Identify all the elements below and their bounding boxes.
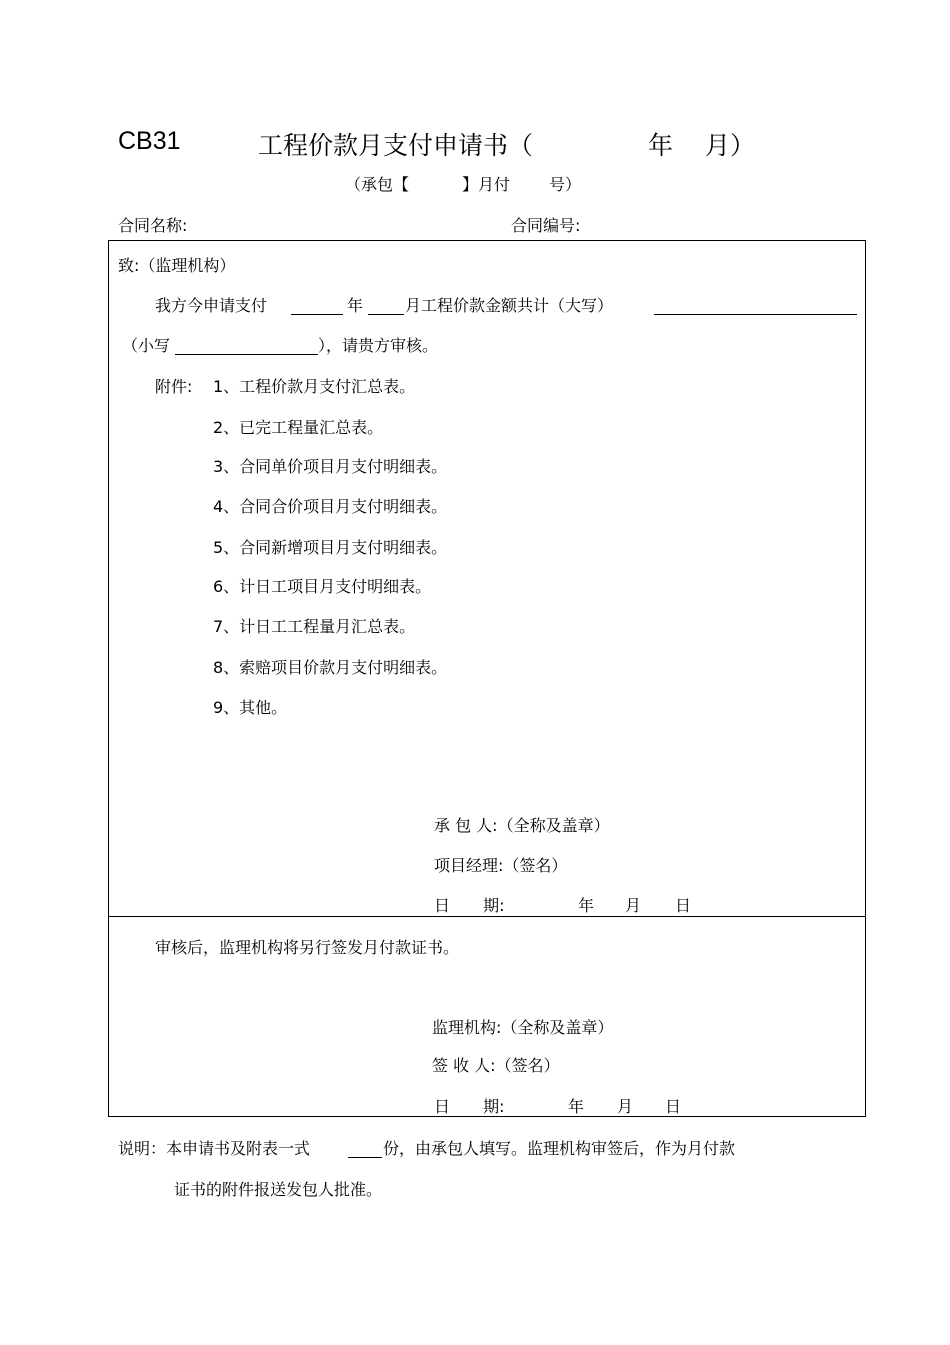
attachment-item: 5、合同新增项目月支付明细表。 [213, 538, 448, 557]
form-box [108, 240, 866, 1117]
attachment-item: 2、已完工程量汇总表。 [213, 418, 384, 437]
review-note: 审核后，监理机构将另行签发月付款证书。 [155, 938, 460, 957]
date-day-label: 日 [665, 1097, 682, 1116]
subtitle-mid: 】月付 [462, 175, 511, 194]
section-divider [108, 916, 866, 917]
footer-note-prefix: 说明：本申请书及附表一式 [118, 1139, 311, 1158]
amount-small-prefix: （小写 [122, 336, 171, 355]
contract-name-label: 合同名称: [118, 216, 188, 235]
amount-words-blank[interactable] [654, 296, 857, 315]
amount-figures-blank[interactable] [175, 336, 318, 355]
date-month-label: 月 [625, 896, 642, 915]
attachment-item: 9、其他。 [213, 698, 288, 717]
footer-note-line2: 证书的附件报送发包人批准。 [174, 1180, 383, 1199]
request-month-blank[interactable] [368, 296, 404, 315]
date-day-label: 日 [675, 896, 692, 915]
addressee-line: 致:（监理机构） [118, 256, 236, 275]
attachments-label: 附件: [155, 377, 193, 396]
attachment-item: 1、工程价款月支付汇总表。 [213, 377, 416, 396]
attachment-item: 8、索赔项目价款月支付明细表。 [213, 658, 448, 677]
subtitle-prefix: （承包【 [345, 175, 410, 194]
date-label: 日 期: [434, 1097, 505, 1116]
subtitle-suffix: 号） [549, 175, 582, 194]
page-title: 工程价款月支付申请书（ [258, 131, 534, 160]
date-month-label: 月 [617, 1097, 634, 1116]
title-month-label: 月） [705, 131, 756, 160]
attachment-item: 4、合同合价项目月支付明细表。 [213, 497, 448, 516]
attachment-item: 3、合同单价项目月支付明细表。 [213, 457, 448, 476]
request-year-blank[interactable] [291, 296, 343, 315]
project-manager-label: 项目经理:（签名） [434, 856, 568, 875]
date-label: 日 期: [434, 896, 505, 915]
form-code: CB31 [118, 127, 181, 155]
attachment-item: 6、计日工项目月支付明细表。 [213, 577, 432, 596]
contract-no-label: 合同编号: [511, 216, 581, 235]
request-mid: 月工程价款金额共计（大写） [405, 296, 614, 315]
request-year-label: 年 [347, 296, 364, 315]
copies-blank[interactable] [348, 1139, 382, 1158]
title-year-label: 年 [648, 131, 674, 160]
date-year-label: 年 [578, 896, 595, 915]
request-prefix: 我方今申请支付 [155, 296, 268, 315]
contractor-label: 承 包 人:（全称及盖章） [434, 816, 610, 835]
footer-note-suffix: 份，由承包人填写。监理机构审签后，作为月付款 [383, 1139, 736, 1158]
date-year-label: 年 [568, 1097, 585, 1116]
receiver-label: 签 收 人:（签名） [432, 1056, 560, 1075]
attachment-item: 7、计日工工程量月汇总表。 [213, 617, 416, 636]
supervisor-label: 监理机构:（全称及盖章） [432, 1018, 614, 1037]
amount-small-suffix: ），请贵方审核。 [318, 336, 439, 355]
